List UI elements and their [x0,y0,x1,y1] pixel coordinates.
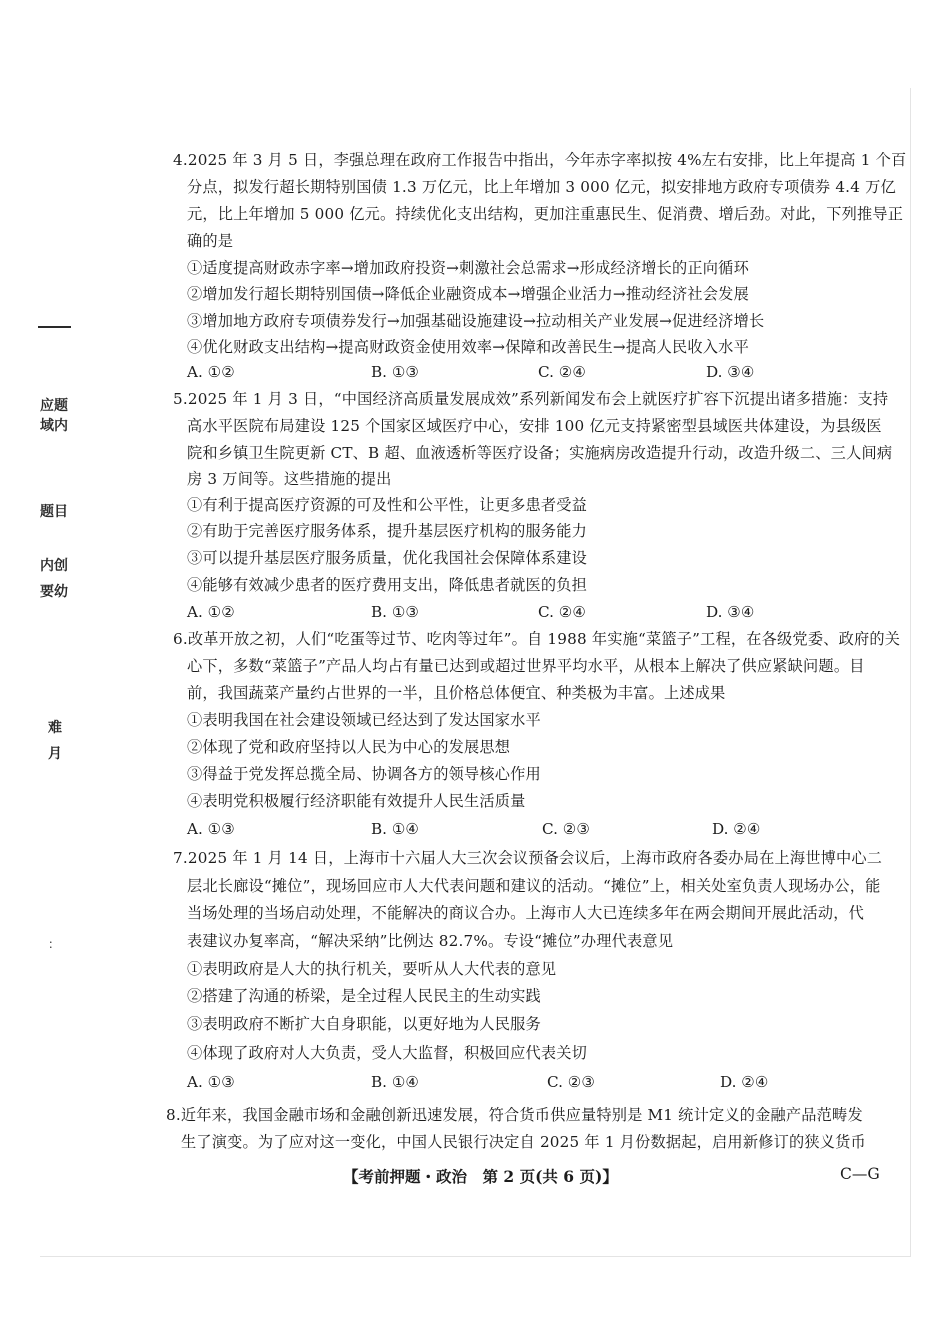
question-stem-line: 生了演变。为了应对这一变化，中国人民银行决定自 2025 年 1 月份数据起，启用新修订的狭义货币 [181,1133,866,1151]
option-b[interactable]: B. ①③ [371,363,420,381]
option-a[interactable]: A. ①② [187,603,235,621]
margin-fragment: 难 [48,720,62,736]
question-stem-line: 确的是 [187,232,234,250]
option-b[interactable]: B. ①④ [371,820,420,838]
page-footer-title: 【考前押题・政治 第 2 页(共 6 页)】 [343,1167,618,1186]
statement-item: ①表明我国在社会建设领域已经达到了发达国家水平 [187,711,541,729]
statement-item: ②有助于完善医疗服务体系，提升基层医疗机构的服务能力 [187,522,588,540]
option-a[interactable]: A. ①② [187,363,235,381]
statement-item: ②搭建了沟通的桥梁，是全过程人民民主的生动实践 [187,987,541,1005]
option-d[interactable]: D. ③④ [706,603,755,621]
margin-fragment: 域内 [40,418,68,434]
option-c[interactable]: C. ②④ [538,603,586,621]
statement-item: ②体现了党和政府坚持以人民为中心的发展思想 [187,738,511,756]
question-stem-line: 院和乡镇卫生院更新 CT、B 超、血液透析等医疗设备；实施病房改造提升行动，改造升级二、三人间病 [187,444,893,462]
statement-item: ④表明党积极履行经济职能有效提升人民生活质量 [187,792,526,810]
option-b[interactable]: B. ①④ [371,1073,420,1091]
question-stem-line: 4.2025 年 3 月 5 日，李强总理在政府工作报告中指出，今年赤字率拟按 4%左右安排，比上年提高 1 个百 [173,151,907,169]
statement-item: ③可以提升基层医疗服务质量，优化我国社会保障体系建设 [187,549,588,567]
option-a[interactable]: A. ①③ [187,820,235,838]
question-stem-line: 层北长廊设“摊位”，现场回应市人大代表问题和建议的活动。“摊位”上，相关处室负责人现场办公，能 [187,877,881,895]
margin-fragment: 应题 [40,398,68,414]
statement-item: ③增加地方政府专项债券发行→加强基础设施建设→拉动相关产业发展→促进经济增长 [187,312,765,330]
question-stem-line: 房 3 万间等。这些措施的提出 [187,470,392,488]
statement-item: ①适度提高财政赤字率→增加政府投资→刺激社会总需求→形成经济增长的正向循环 [187,259,749,277]
paper-series-code: C—G [840,1165,880,1183]
question-stem-line: 当场处理的当场启动处理，不能解决的商议合办。上海市人大已连续多年在两会期间开展此活动，代 [187,904,865,922]
option-c[interactable]: C. ②④ [538,363,586,381]
statement-item: ④能够有效减少患者的医疗费用支出，降低患者就医的负担 [187,576,588,594]
question-stem-line: 表建议办复率高，“解决采纳”比例达 82.7%。专设“摊位”办理代表意见 [187,932,674,950]
option-c[interactable]: C. ②③ [542,820,590,838]
question-stem-line: 前，我国蔬菜产量约占世界的一半，且价格总体便宜、种类极为丰富。上述成果 [187,684,726,702]
option-a[interactable]: A. ①③ [187,1073,235,1091]
statement-item: ①表明政府是人大的执行机关，要听从人大代表的意见 [187,960,557,978]
statement-item: ④体现了政府对人大负责，受人大监督，积极回应代表关切 [187,1044,588,1062]
question-stem-line: 8.近年来，我国金融市场和金融创新迅速发展，符合货币供应量特别是 M1 统计定义的金融产品范畴发 [166,1106,863,1124]
option-d[interactable]: D. ②④ [720,1073,769,1091]
option-c[interactable]: C. ②③ [547,1073,595,1091]
option-d[interactable]: D. ③④ [706,363,755,381]
question-stem-line: 元，比上年增加 5 000 亿元。持续优化支出结构，更加注重惠民生、促消费、增后劲。对此，下列推导正 [187,205,904,223]
margin-cut-line [38,326,71,328]
statement-item: ④优化财政支出结构→提高财政资金使用效率→保障和改善民生→提高人民收入水平 [187,338,749,356]
option-b[interactable]: B. ①③ [371,603,420,621]
question-stem-line: 分点，拟发行超长期特别国债 1.3 万亿元，比上年增加 3 000 亿元，拟安排地方政府专项债券 4.4 万亿 [187,178,896,196]
question-stem-line: 7.2025 年 1 月 14 日，上海市十六届人大三次会议预备会议后，上海市政府各委办局在上海世博中心二 [173,849,883,867]
question-stem-line: 心下，多数“菜篮子”产品人均占有量已达到或超过世界平均水平，从根本上解决了供应紧缺问题。目 [187,657,865,675]
statement-item: ③表明政府不断扩大自身职能，以更好地为人民服务 [187,1015,541,1033]
statement-item: ②增加发行超长期特别国债→降低企业融资成本→增强企业活力→推动经济社会发展 [187,285,749,303]
question-stem-line: 高水平医院布局建设 125 个国家区域医疗中心，安排 100 亿元支持紧密型县域医共体建设，为县级医 [187,417,882,435]
statement-item: ①有利于提高医疗资源的可及性和公平性，让更多患者受益 [187,496,588,514]
margin-fragment: 题目 [40,504,68,520]
margin-fragment: 要幼 [40,584,68,600]
margin-fragment: ： [48,937,61,951]
question-stem-line: 5.2025 年 1 月 3 日，“中国经济高质量发展成效”系列新闻发布会上就医疗扩容下沉提出诸多措施：支持 [173,390,889,408]
statement-item: ③得益于党发挥总揽全局、协调各方的领导核心作用 [187,765,541,783]
option-d[interactable]: D. ②④ [712,820,761,838]
margin-fragment: 月 [48,746,62,762]
margin-fragment: 内创 [40,558,68,574]
question-stem-line: 6.改革开放之初，人们“吃蛋等过节、吃肉等过年”。自 1988 年实施“菜篮子”工程，在各级党委、政府的关 [173,630,901,648]
